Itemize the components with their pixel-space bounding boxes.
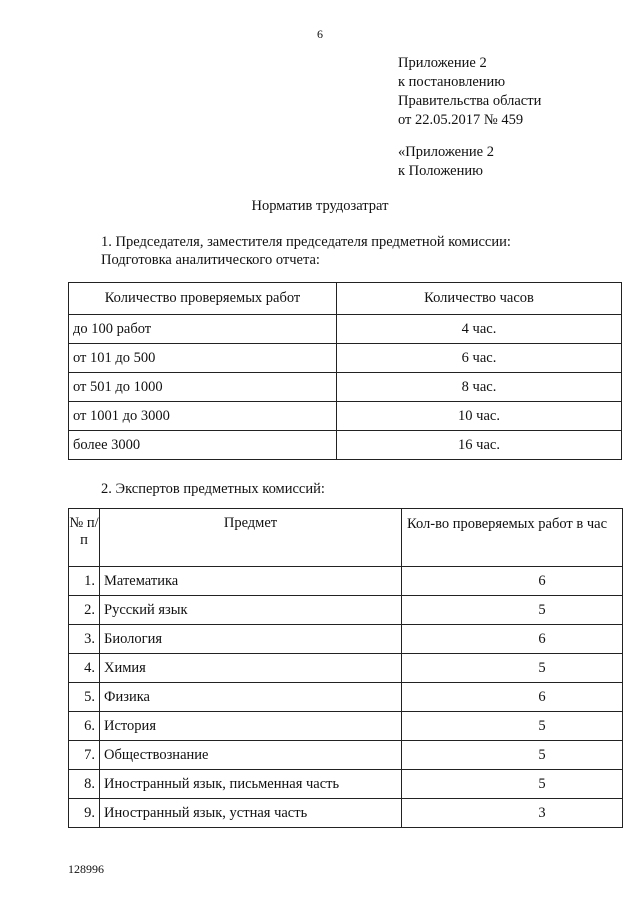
- works-count-cell: от 1001 до 3000: [69, 402, 337, 431]
- works-count-cell: от 101 до 500: [69, 344, 337, 373]
- table-row: [69, 567, 623, 596]
- count-cell: 3: [402, 799, 623, 828]
- table-row: [69, 770, 623, 799]
- section1-heading-line1: 1. Председателя, заместителя председателя предметной комиссии:: [101, 234, 511, 250]
- column-header-count: Кол-во проверяемых работ в час: [402, 509, 623, 567]
- count-cell: 5: [402, 596, 623, 625]
- hours-cell: 4 час.: [337, 315, 622, 344]
- row-number-cell: 6.: [69, 712, 100, 741]
- row-number-cell: 2.: [69, 596, 100, 625]
- appendix-inner-header: «Приложение 2 к Положению: [398, 144, 494, 179]
- table-row: [69, 431, 622, 460]
- table-row: [69, 315, 622, 344]
- row-number-cell: 9.: [69, 799, 100, 828]
- column-header-works: Количество проверяемых работ: [69, 283, 337, 315]
- appendix-header: Приложение 2 к постановлению Правительства области от 22.05.2017 № 459: [398, 55, 542, 128]
- column-header-number: № п/п: [69, 509, 100, 567]
- count-cell: 5: [402, 712, 623, 741]
- section2-heading: 2. Экспертов предметных комиссий:: [101, 481, 325, 497]
- subject-cell: Физика: [100, 683, 402, 712]
- table-row: [69, 799, 623, 828]
- column-header-hours: Количество часов: [337, 283, 622, 315]
- row-number-cell: 3.: [69, 625, 100, 654]
- subject-cell: История: [100, 712, 402, 741]
- subject-cell: Математика: [100, 567, 402, 596]
- count-cell: 5: [402, 770, 623, 799]
- subject-cell: Биология: [100, 625, 402, 654]
- table-row: [69, 683, 623, 712]
- table-row: [69, 344, 622, 373]
- hours-cell: 6 час.: [337, 344, 622, 373]
- table-row: [69, 625, 623, 654]
- hours-cell: 8 час.: [337, 373, 622, 402]
- row-number-cell: 8.: [69, 770, 100, 799]
- count-cell: 6: [402, 567, 623, 596]
- document-title: Норматив трудозатрат: [251, 198, 389, 214]
- table-header-row: [69, 509, 623, 567]
- chairman-norms-table: [68, 282, 622, 460]
- subject-cell: Обществознание: [100, 741, 402, 770]
- page-number: 6: [317, 27, 323, 41]
- row-number-cell: 5.: [69, 683, 100, 712]
- count-cell: 5: [402, 654, 623, 683]
- count-cell: 6: [402, 683, 623, 712]
- subject-cell: Иностранный язык, письменная часть: [100, 770, 402, 799]
- table-row: [69, 373, 622, 402]
- table-header-row: [69, 283, 622, 315]
- count-cell: 6: [402, 625, 623, 654]
- row-number-cell: 4.: [69, 654, 100, 683]
- table-row: [69, 402, 622, 431]
- table-row: [69, 654, 623, 683]
- row-number-cell: 7.: [69, 741, 100, 770]
- table-row: [69, 741, 623, 770]
- works-count-cell: более 3000: [69, 431, 337, 460]
- section1-heading-line2: Подготовка аналитического отчета:: [101, 252, 320, 268]
- table-row: [69, 596, 623, 625]
- works-count-cell: до 100 работ: [69, 315, 337, 344]
- count-cell: 5: [402, 741, 623, 770]
- experts-norms-table: [68, 508, 623, 828]
- section1-heading: [101, 233, 511, 269]
- row-number-cell: 1.: [69, 567, 100, 596]
- hours-cell: 16 час.: [337, 431, 622, 460]
- table-row: [69, 712, 623, 741]
- subject-cell: Иностранный язык, устная часть: [100, 799, 402, 828]
- subject-cell: Русский язык: [100, 596, 402, 625]
- hours-cell: 10 час.: [337, 402, 622, 431]
- works-count-cell: от 501 до 1000: [69, 373, 337, 402]
- footer-code: 128996: [68, 862, 104, 876]
- column-header-subject: Предмет: [100, 509, 402, 567]
- subject-cell: Химия: [100, 654, 402, 683]
